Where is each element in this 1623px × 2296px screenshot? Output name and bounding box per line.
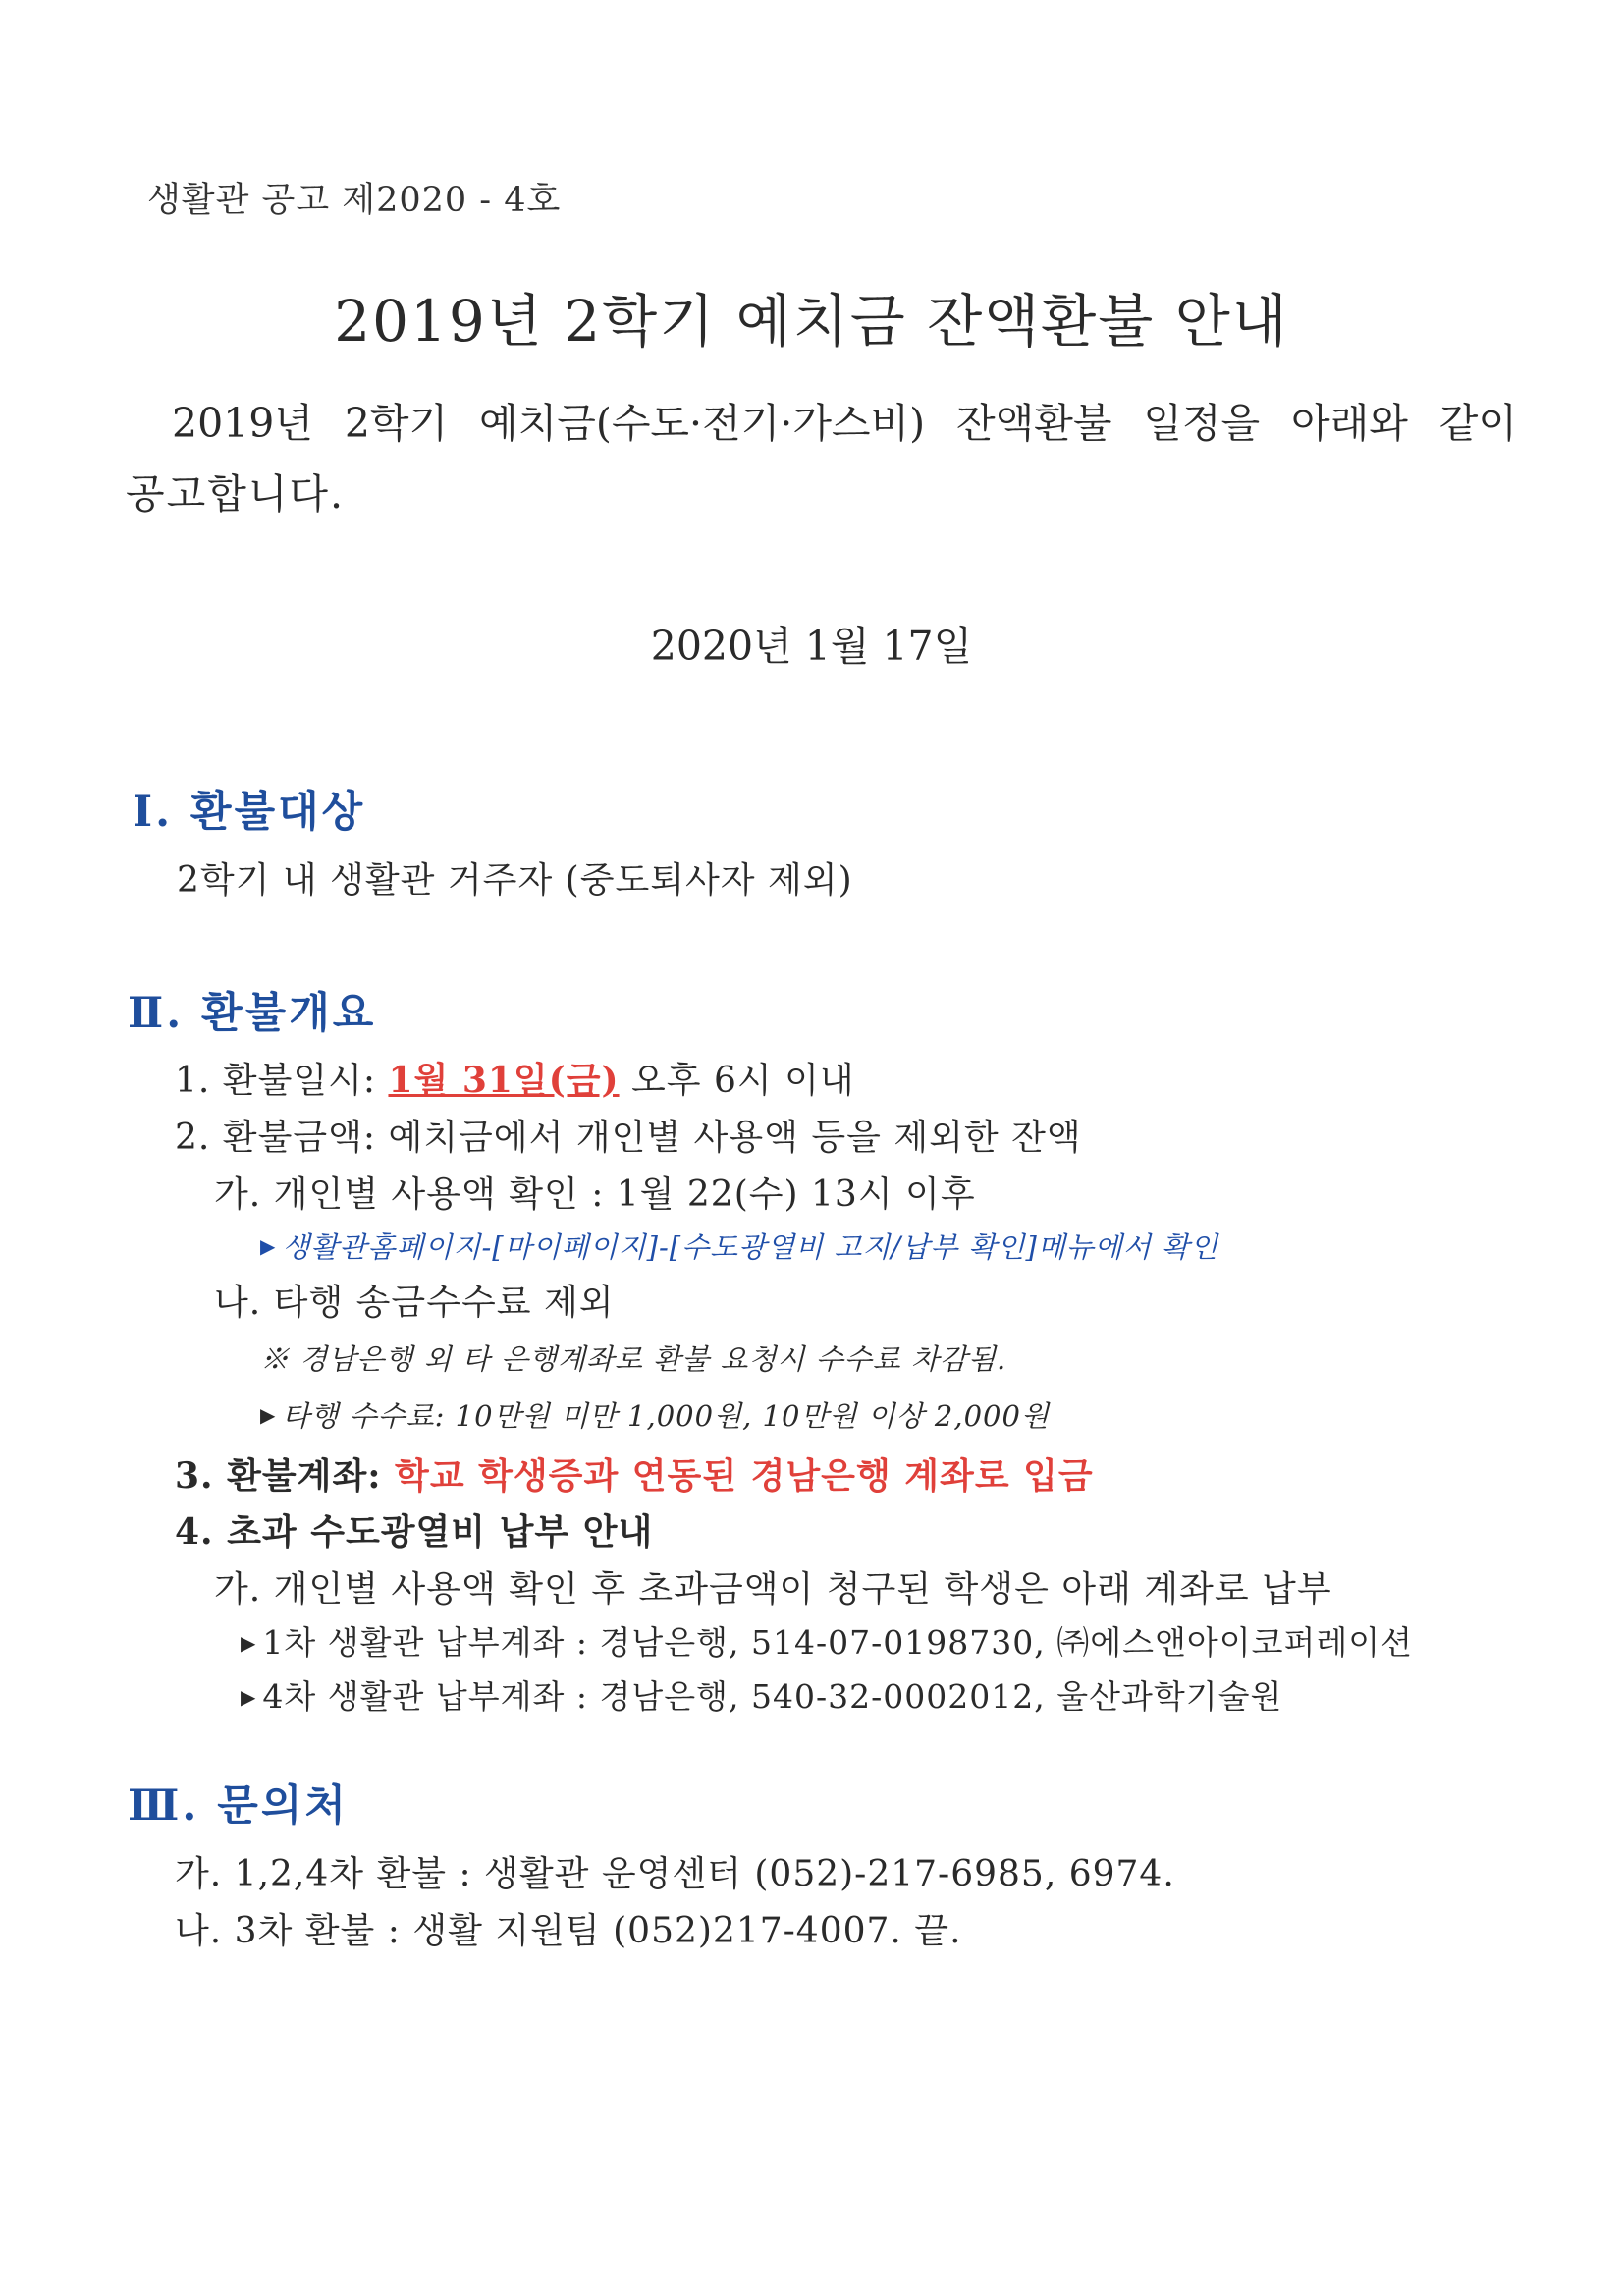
usage-check-item: 가. 개인별 사용액 확인 : 1월 22(수) 13시 이후: [214, 1175, 976, 1215]
intro-word: 2학기: [344, 400, 449, 447]
intro-word: 잔액환불: [956, 400, 1112, 447]
refund-date-value: 1월 31일(금): [388, 1060, 620, 1101]
transfer-fee-item: 나. 타행 송금수수료 제외: [214, 1283, 615, 1323]
section-1-heading: Ⅰ. 환불대상: [133, 788, 366, 837]
contact-line-1: 가. 1,2,4차 환불 : 생활관 운영센터 (052)-217-6985, 6974.: [175, 1854, 1175, 1894]
refund-account-label: 3. 환불계좌:: [175, 1455, 396, 1497]
intro-line-2: 공고합니다.: [126, 470, 346, 518]
refund-account-item: [175, 1449, 1094, 1499]
excess-payment-item: 4. 초과 수도광열비 납부 안내: [175, 1511, 654, 1553]
fee-schedule-note: [260, 1394, 1050, 1435]
intro-word: 같이: [1438, 400, 1517, 447]
triangle-right-icon: ▶: [260, 1403, 277, 1427]
account-1: [241, 1617, 1413, 1664]
refund-date-rest: 오후 6시 이내: [619, 1061, 855, 1101]
homepage-menu-note: [260, 1226, 1218, 1266]
intro-word: 예치금(수도·전기·가스비): [479, 400, 926, 447]
fee-schedule-text: 타행 수수료: 10만원 미만 1,000원, 10만원 이상 2,000원: [282, 1399, 1050, 1433]
excess-payment-instruction: 가. 개인별 사용액 확인 후 초과금액이 청구된 학생은 아래 계좌로 납부: [214, 1569, 1332, 1610]
account-2-text: 4차 생활관 납부계좌 : 경남은행, 540-32-0002012, 울산과학기술원: [262, 1677, 1283, 1716]
account-2: [241, 1671, 1282, 1718]
intro-line-1: [172, 391, 1517, 449]
notice-date: 2020년 1월 17일: [650, 623, 973, 670]
intro-word: 일정을: [1143, 400, 1261, 447]
notice-number: 생활관 공고 제2020 - 4호: [147, 181, 562, 220]
section-3-heading: Ⅲ. 문의처: [128, 1781, 349, 1831]
section-2-heading: Ⅱ. 환불개요: [128, 989, 377, 1038]
intro-word: 2019년: [172, 400, 313, 447]
homepage-menu-note-text: 생활관홈페이지-[마이페이지]-[수도광열비 고지/납부 확인]메뉴에서 확인: [282, 1230, 1219, 1264]
refund-date-item: [175, 1053, 855, 1103]
refund-date-label: 1. 환불일시:: [175, 1061, 389, 1101]
triangle-right-icon: ▶: [260, 1234, 277, 1258]
section-1-body: 2학기 내 생활관 거주자 (중도퇴사자 제외): [177, 860, 853, 901]
fee-deduction-note: ※ 경남은행 외 타 은행계좌로 환불 요청시 수수료 차감됨.: [260, 1342, 1007, 1376]
triangle-right-icon: ▶: [241, 1685, 257, 1709]
intro-word: 아래와: [1291, 400, 1408, 447]
refund-amount-item: 2. 환불금액: 예치금에서 개인별 사용액 등을 제외한 잔액: [175, 1118, 1082, 1158]
refund-account-value: 학교 학생증과 연동된 경남은행 계좌로 입금: [395, 1455, 1094, 1497]
account-1-text: 1차 생활관 납부계좌 : 경남은행, 514-07-0198730, ㈜에스앤아이코퍼레이션: [262, 1623, 1413, 1662]
contact-line-2: 나. 3차 환불 : 생활 지원팀 (052)217-4007. 끝.: [175, 1911, 962, 1951]
triangle-right-icon: ▶: [241, 1631, 257, 1655]
document-title: 2019년 2학기 예치금 잔액환불 안내: [334, 288, 1289, 355]
